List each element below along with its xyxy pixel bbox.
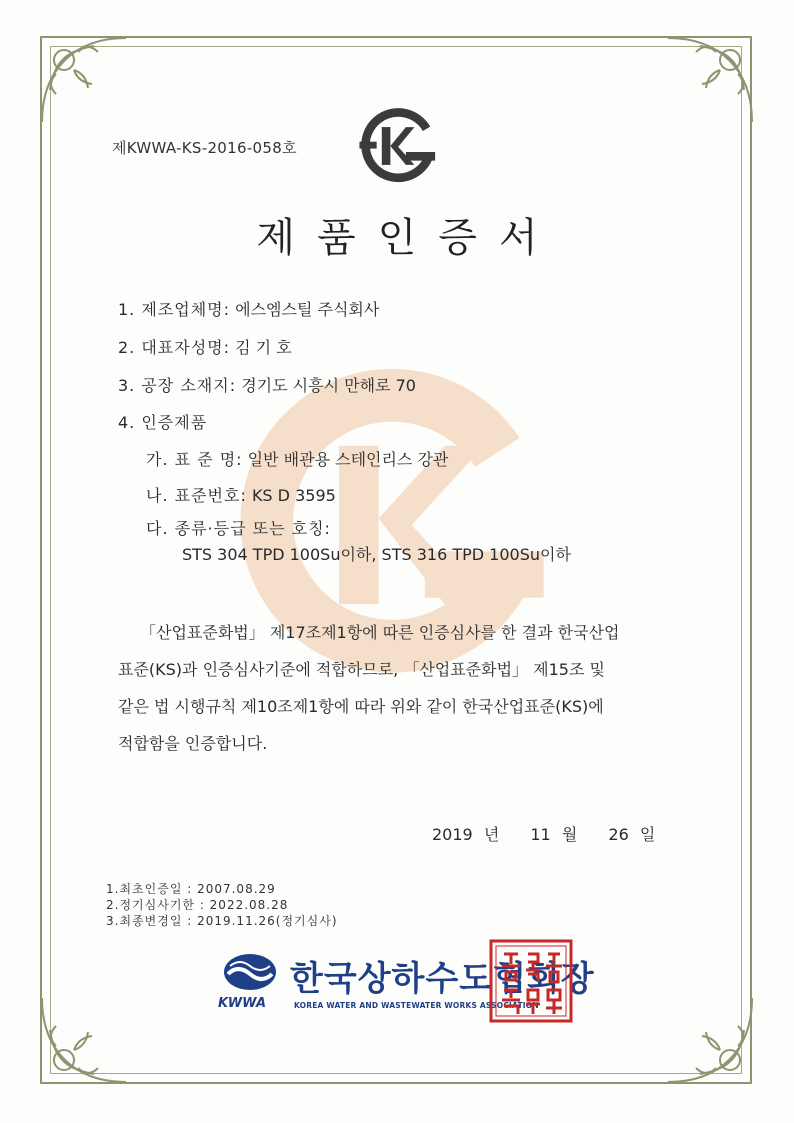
manufacturer-row: [118, 297, 379, 320]
date-year: 2019: [432, 825, 473, 844]
statement-line: 표준(KS)과 인증심사기준에 적합하므로, 「산업표준화법」 제15조 및: [118, 660, 605, 679]
kwwa-logo-text: KWWA: [218, 996, 267, 1011]
representative-row: [118, 335, 292, 358]
corner-ornament-icon: [660, 990, 760, 1090]
issuer-name: 한국상하수도협회장: [290, 959, 595, 999]
representative-label: 2. 대표자성명:: [118, 338, 231, 357]
factory-value: 경기도 시흥시 만해로 70: [241, 376, 416, 395]
date-day-unit: 일: [639, 825, 656, 844]
statement-line: 「산업표준화법」 제17조제1항에 따른 인증심사를 한 결과 한국산업: [140, 623, 620, 642]
ks-mark-icon: [356, 103, 442, 189]
standard-name-row: [146, 447, 448, 470]
official-seal-icon: [488, 938, 574, 1024]
kwwa-logo-icon: [222, 952, 278, 992]
issue-date: [432, 822, 655, 845]
certificate-title: 제품인증서: [256, 215, 560, 261]
grade-label: 다. 종류·등급 또는 호칭:: [146, 519, 331, 538]
date-month-unit: 월: [561, 825, 578, 844]
date-month: 11: [530, 825, 551, 844]
grade-value-row: [182, 542, 571, 565]
standard-no-value: KS D 3595: [251, 486, 336, 505]
last-change-date: 3.최종변경일 : 2019.11.26(정기심사): [106, 914, 338, 928]
issuer-english-name: KOREA WATER AND WASTEWATER WORKS ASSOCIATION: [294, 1001, 539, 1010]
first-cert-date: 1.최초인증일 : 2007.08.29: [106, 882, 276, 896]
representative-value: 김 기 호: [235, 338, 292, 357]
certification-statement: [118, 614, 706, 762]
manufacturer-value: 에스엠스틸 주식회사: [235, 300, 380, 319]
date-year-unit: 년: [483, 825, 500, 844]
certificate-number: 제KWWA-KS-2016-058호: [112, 139, 297, 157]
product-label: 4. 인증제품: [118, 413, 208, 432]
statement-line: 같은 법 시행규칙 제10조제1항에 따라 위와 같이 한국산업표준(KS)에: [118, 697, 604, 716]
factory-label: 3. 공장 소재지:: [118, 376, 237, 395]
corner-ornament-icon: [34, 30, 134, 130]
manufacturer-label: 1. 제조업체명:: [118, 300, 231, 319]
factory-row: [118, 373, 416, 396]
product-heading: [118, 410, 207, 433]
periodic-review-deadline: 2.정기심사기한 : 2022.08.28: [106, 898, 289, 912]
statement-line: 적합함을 인증합니다.: [118, 734, 268, 753]
standard-no-label: 나. 표준번호:: [146, 486, 247, 505]
grade-row: [146, 516, 331, 539]
standard-no-row: [146, 483, 336, 506]
corner-ornament-icon: [660, 30, 760, 130]
grade-value: STS 304 TPD 100Su이하, STS 316 TPD 100Su이하: [182, 545, 571, 564]
corner-ornament-icon: [34, 990, 134, 1090]
standard-name-value: 일반 배관용 스테인리스 강관: [247, 450, 449, 469]
standard-name-label: 가. 표 준 명:: [146, 450, 243, 469]
date-day: 26: [608, 825, 629, 844]
